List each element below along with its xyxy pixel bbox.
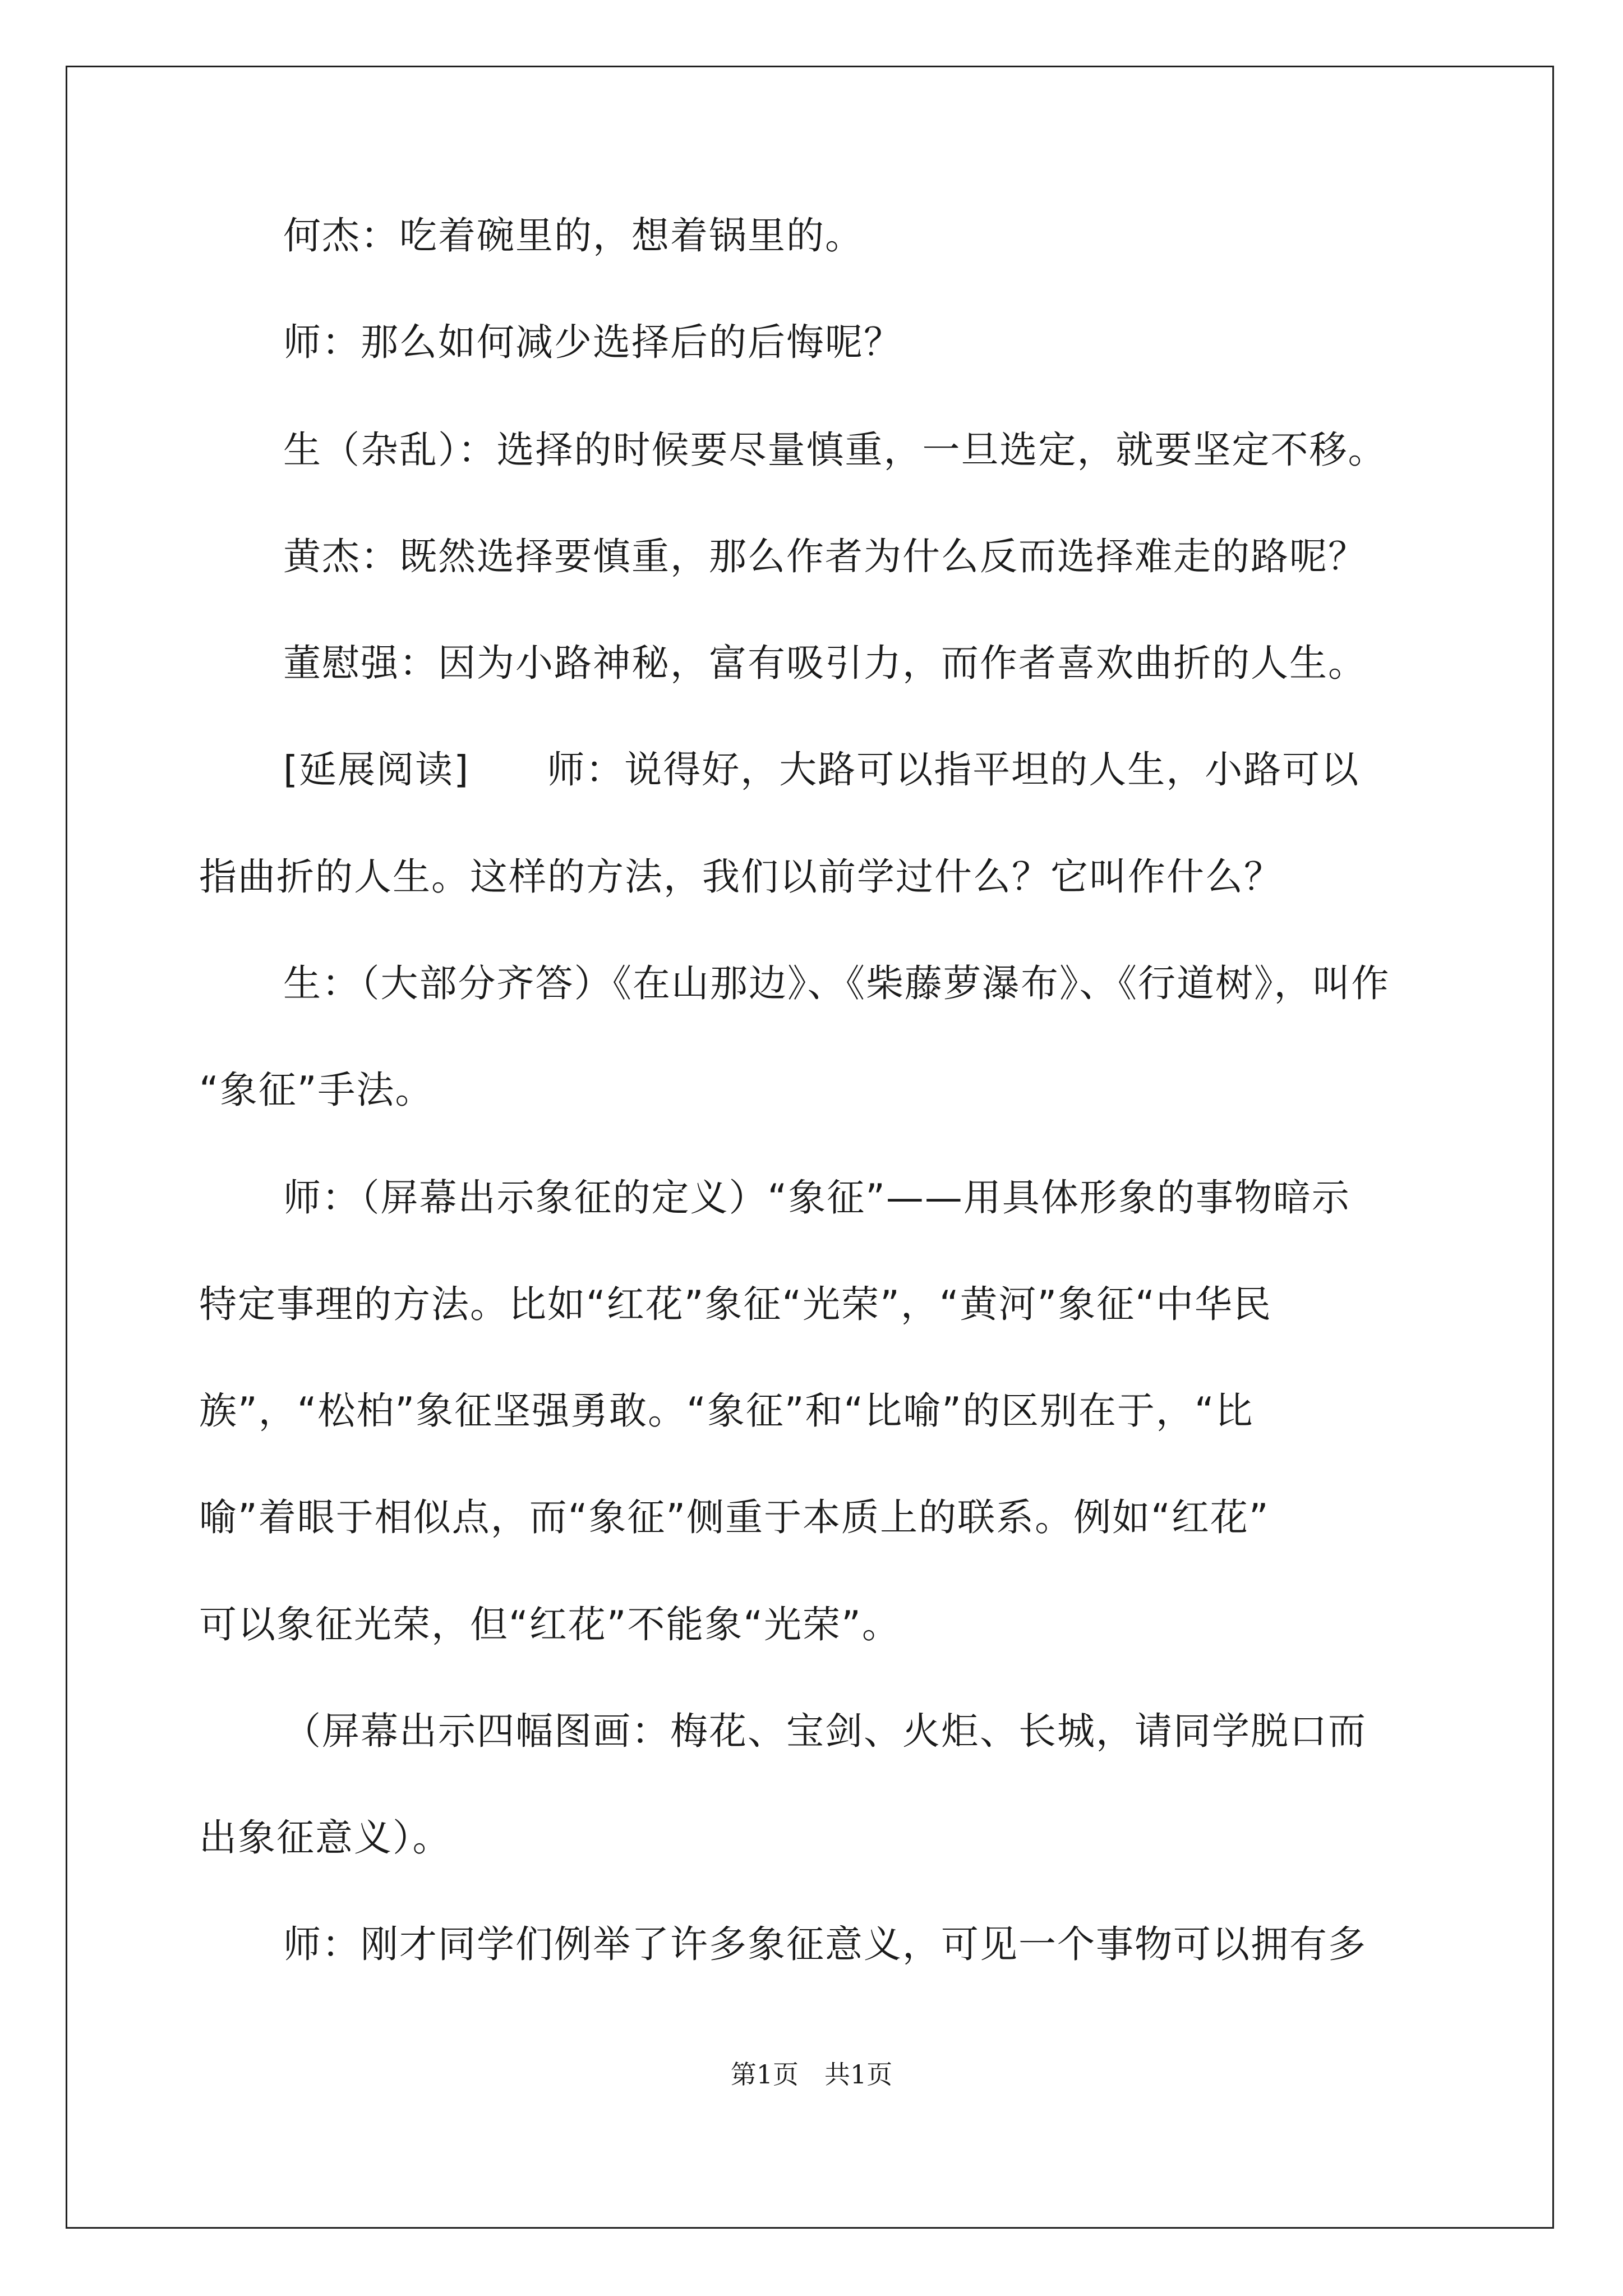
paragraph-line: 生（杂乱）：选择的时候要尽量慎重，一旦选定，就要坚定不移。 (283, 428, 1387, 472)
page-number: 第1页 共1页 (730, 2059, 893, 2090)
paragraph-line: 师：刚才同学们例举了许多象征意义，可见一个事物可以拥有多 (283, 1922, 1367, 1966)
paragraph-line: 黄杰：既然选择要慎重，那么作者为什么反而选择难走的路呢？ (283, 535, 1367, 578)
paragraph-line: 出象征意义）。 (199, 1816, 451, 1860)
paragraph-line: 可以象征光荣，但“红花”不能象“光荣”。 (199, 1603, 901, 1646)
paragraph-line: 师：那么如何减少选择后的后悔呢？ (283, 320, 902, 364)
paragraph-line: 生：（大部分齐答）《在山那边》、《柴藤萝瀑布》、《行道树》，叫作 (283, 961, 1390, 1005)
page-border (66, 66, 1554, 2229)
paragraph-line: 特定事理的方法。比如“红花”象征“光荣”，“黄河”象征“中华民 (199, 1282, 1272, 1326)
paragraph-line: 董慰强：因为小路神秘，富有吸引力，而作者喜欢曲折的人生。 (283, 641, 1367, 685)
paragraph-line: “象征”手法。 (199, 1068, 434, 1112)
paragraph-line: 喻”着眼于相似点，而“象征”侧重于本质上的联系。例如“红花” (199, 1496, 1270, 1539)
paragraph-line: （屏幕出示四幅图画：梅花、宝剑、火炬、长城，请同学脱口而 (283, 1709, 1367, 1753)
paragraph-line: 指曲折的人生。这样的方法，我们以前学过什么？它叫作什么？ (199, 855, 1283, 899)
paragraph-line: 何杰：吃着碗里的，想着锅里的。 (283, 214, 864, 257)
paragraph-line: 师：（屏幕出示象征的定义）“象征”——用具体形象的事物暗示 (283, 1176, 1350, 1220)
paragraph-line: 族”，“松柏”象征坚强勇敢。“象征”和“比喻”的区别在于，“比 (199, 1389, 1254, 1433)
paragraph-line: [延展阅读] 师：说得好，大路可以指平坦的人生，小路可以 (283, 748, 1360, 792)
